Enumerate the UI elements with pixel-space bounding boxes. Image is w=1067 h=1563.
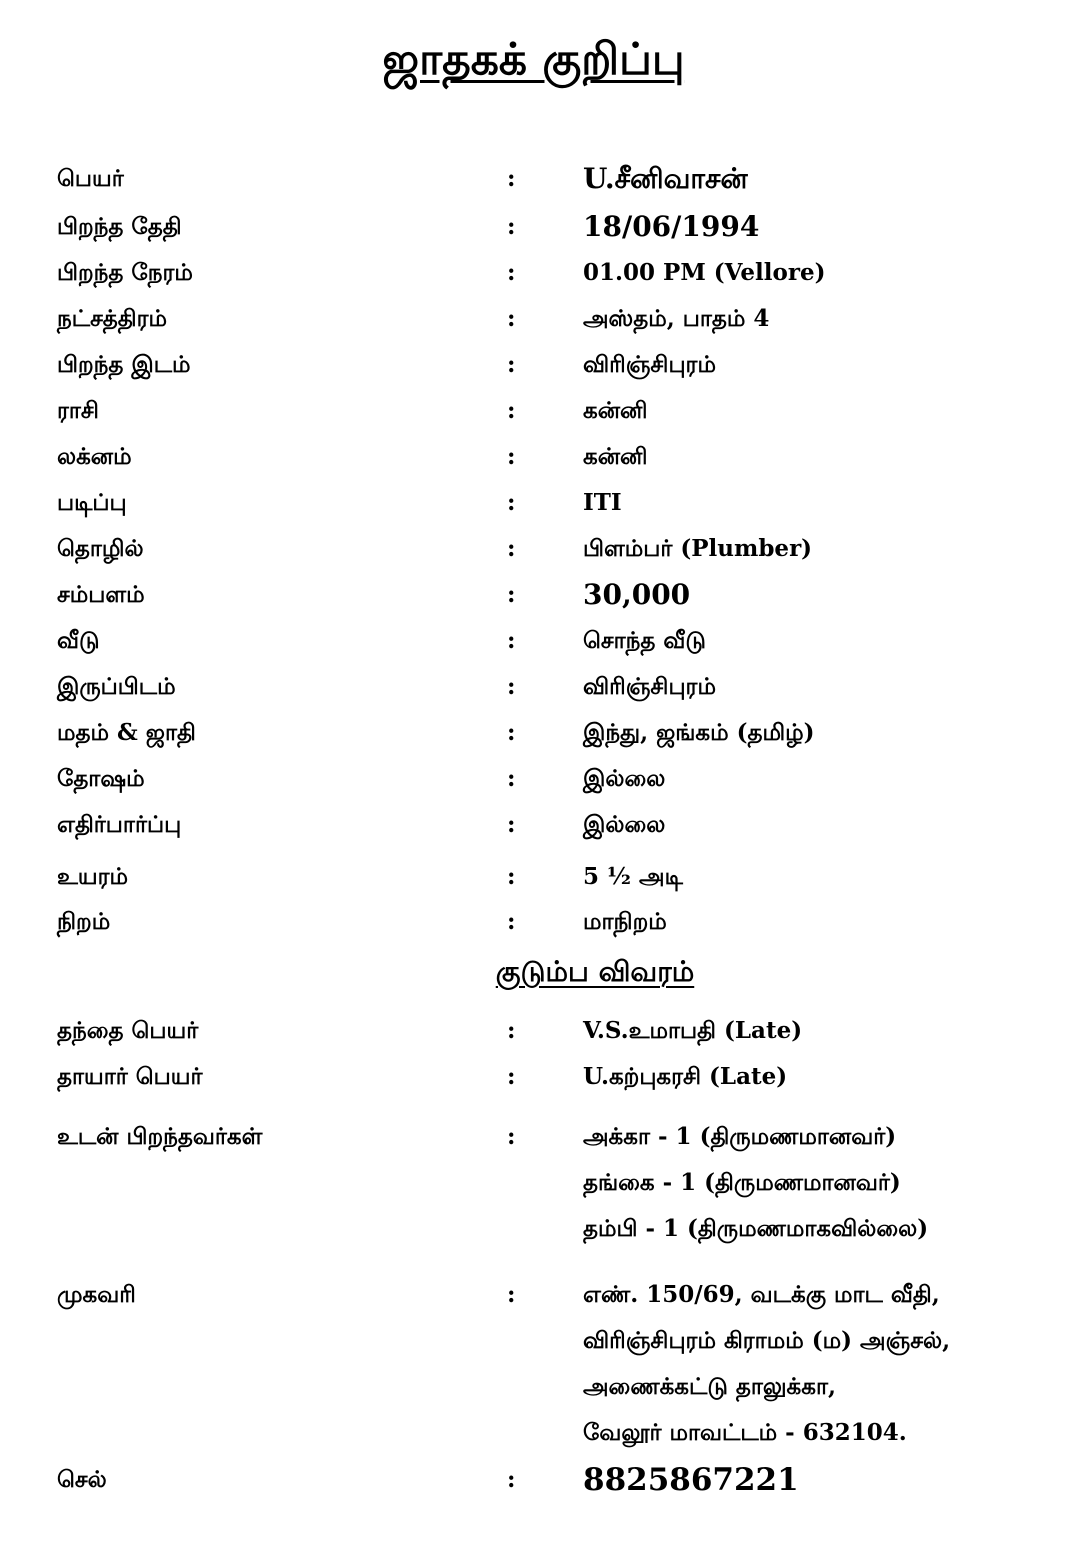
row-colon: : [507,165,516,192]
row-colon: : [507,863,516,890]
phone-number: 8825867221 [583,1462,799,1498]
row-value: விரிஞ்சிபுரம் [583,673,716,700]
row-label: பிறந்த தேதி [57,213,182,240]
row-colon: : [507,627,516,654]
row-value: 5 ½ அடி [583,863,683,890]
row-colon: : [507,443,516,470]
row-value: பிளம்பர் (Plumber) [583,535,813,562]
row-label: பிறந்த நேரம் [57,259,193,286]
row-value: கன்னி [583,443,648,470]
address-line: எண். 150/69, வடக்கு மாட வீதி, [583,1281,940,1308]
row-label: பிறந்த இடம் [57,351,191,378]
row-label: படிப்பு [57,489,127,516]
row-colon: : [507,1281,516,1308]
address-line: அணைக்கட்டு தாலுக்கா, [583,1373,836,1400]
row-value: சொந்த வீடு [583,627,706,654]
row-colon: : [507,305,516,332]
sibling-line: தம்பி - 1 (திருமணமாகவில்லை) [583,1215,929,1242]
row-label: ராசி [57,397,99,424]
row-label: தந்தை பெயர் [57,1017,199,1044]
row-label: உடன் பிறந்தவர்கள் [57,1123,263,1150]
row-label: நிறம் [57,908,111,935]
sibling-line: தங்கை - 1 (திருமணமானவர்) [583,1169,901,1196]
row-value: 30,000 [583,578,691,611]
row-colon: : [507,765,516,792]
row-value: இந்து, ஜங்கம் (தமிழ்) [583,719,815,746]
address-line: விரிஞ்சிபுரம் கிராமம் (ம) அஞ்சல், [583,1327,951,1354]
row-value: 01.00 PM (Vellore) [583,259,826,286]
row-label: எதிர்பார்ப்பு [57,811,182,838]
row-colon: : [507,719,516,746]
row-value: அஸ்தம், பாதம் 4 [583,305,770,332]
row-value: விரிஞ்சிபுரம் [583,351,716,378]
address-block [583,1279,950,1463]
row-colon: : [507,351,516,378]
row-value: இல்லை [583,765,666,792]
row-label: மதம் & ஜாதி [57,719,196,746]
row-value: ITI [583,489,622,516]
document-title: ஜாதகக் குறிப்பு [382,34,685,85]
family-section-title: குடும்ப விவரம் [495,955,695,988]
row-label: தொழில் [57,535,144,562]
row-value: V.S.உமாபதி (Late) [583,1017,803,1044]
row-colon: : [507,535,516,562]
row-label: முகவரி [57,1281,136,1308]
row-colon: : [507,1123,516,1150]
row-value: U.சீனிவாசன் [583,162,748,195]
row-label: சம்பளம் [57,581,145,608]
row-colon: : [507,1466,516,1493]
row-label: தோஷம் [57,765,145,792]
row-colon: : [507,581,516,608]
row-colon: : [507,213,516,240]
siblings-list [583,1121,928,1259]
row-label: வீடு [57,627,100,654]
row-value: U.கற்புகரசி (Late) [583,1063,788,1090]
row-label: லக்னம் [57,443,132,470]
row-colon: : [507,1017,516,1044]
row-colon: : [507,908,516,935]
row-value: கன்னி [583,397,648,424]
row-label: உயரம் [57,863,128,890]
row-label: தாயார் பெயர் [57,1063,203,1090]
row-colon: : [507,397,516,424]
address-line: வேலூர் மாவட்டம் - 632104. [583,1419,907,1446]
row-label: செல் [57,1466,107,1493]
row-colon: : [507,1063,516,1090]
sibling-line: அக்கா - 1 (திருமணமானவர்) [583,1123,897,1150]
row-label: பெயர் [57,165,124,192]
row-value: மாநிறம் [583,908,667,935]
row-colon: : [507,259,516,286]
row-label: இருப்பிடம் [57,673,176,700]
row-value: இல்லை [583,811,666,838]
row-colon: : [507,811,516,838]
row-value: 18/06/1994 [583,210,760,243]
row-colon: : [507,489,516,516]
row-label: நட்சத்திரம் [57,305,168,332]
row-colon: : [507,673,516,700]
